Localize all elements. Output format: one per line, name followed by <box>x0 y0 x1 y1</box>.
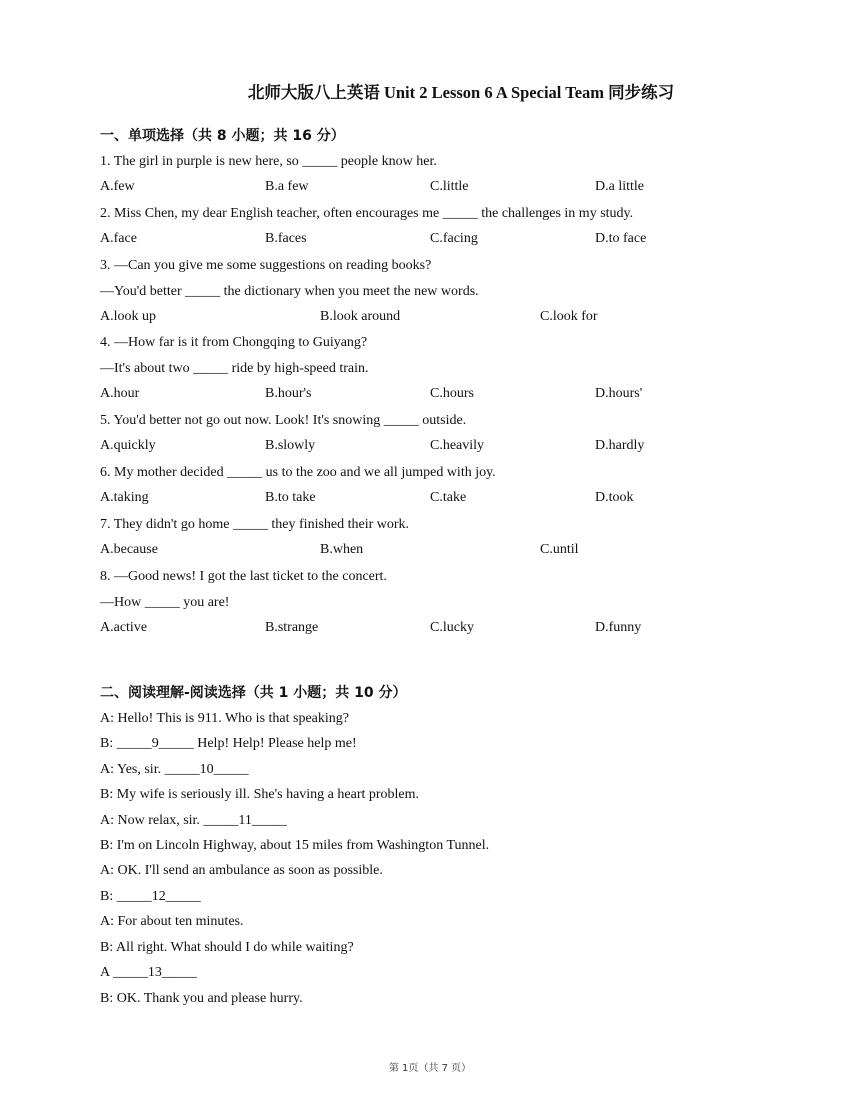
option-c: C.heavily <box>430 438 485 453</box>
option-b: B.a few <box>265 179 309 194</box>
question-8-line-1: 8. —Good news! I got the last ticket to the concert. <box>100 569 387 584</box>
option-c: C.hours <box>430 386 474 401</box>
document-title: 北师大版八上英语 Unit 2 Lesson 6 A Special Team 同步练习 <box>247 83 675 102</box>
option-a: A.look up <box>100 309 156 324</box>
question-5-options <box>100 438 760 456</box>
dialogue-line: B: All right. What should I do while waiting? <box>100 940 354 955</box>
option-b: B.faces <box>265 231 307 246</box>
option-c: C.little <box>430 179 469 194</box>
question-6: 6. My mother decided _____ us to the zoo and we all jumped with joy. <box>100 465 496 480</box>
question-4-line-2: —It's about two _____ ride by high-speed train. <box>100 361 369 376</box>
dialogue-line: A: OK. I'll send an ambulance as soon as possible. <box>100 863 383 878</box>
option-a: A.face <box>100 231 137 246</box>
option-d: D.a little <box>595 179 644 194</box>
question-1-options <box>100 179 760 197</box>
question-7-options <box>100 542 760 560</box>
dialogue-line: B: My wife is seriously ill. She's having a heart problem. <box>100 787 420 802</box>
dialogue-line: B: _____12_____ <box>100 889 201 904</box>
dialogue-line: A: Hello! This is 911. Who is that speaking? <box>100 711 349 726</box>
option-d: D.funny <box>595 620 642 635</box>
option-a: A.active <box>100 620 148 635</box>
question-2-options <box>100 231 760 249</box>
option-c: C.take <box>430 490 467 505</box>
option-d: D.hours' <box>595 386 643 401</box>
option-b: B.hour's <box>265 386 312 401</box>
question-8-line-2: —How _____ you are! <box>100 595 230 610</box>
section-heading-single-choice: 一、单项选择（共 8 小题；共 16 分） <box>100 128 345 144</box>
option-c: C.lucky <box>430 620 474 635</box>
question-3-line-1: 3. —Can you give me some suggestions on reading books? <box>100 258 432 273</box>
option-a: A.taking <box>100 490 149 505</box>
dialogue-line: B: OK. Thank you and please hurry. <box>100 991 303 1006</box>
question-4-line-1: 4. —How far is it from Chongqing to Guiyang? <box>100 335 368 350</box>
dialogue-line: A: Yes, sir. _____10_____ <box>100 762 249 777</box>
option-a: A.because <box>100 542 158 557</box>
option-d: D.to face <box>595 231 647 246</box>
option-b: B.slowly <box>265 438 316 453</box>
dialogue-line: B: I'm on Lincoln Highway, about 15 miles from Washington Tunnel. <box>100 838 490 853</box>
option-a: A.quickly <box>100 438 156 453</box>
dialogue-line: A: For about ten minutes. <box>100 914 244 929</box>
question-1: 1. The girl in purple is new here, so _____ people know her. <box>100 154 437 169</box>
option-c: C.look for <box>540 309 598 324</box>
question-3-line-2: —You'd better _____ the dictionary when you meet the new words. <box>100 284 479 299</box>
question-7: 7. They didn't go home _____ they finished their work. <box>100 517 410 532</box>
section-heading-reading: 二、阅读理解-阅读选择（共 1 小题；共 10 分） <box>100 685 407 701</box>
dialogue-line: B: _____9_____ Help! Help! Please help me! <box>100 736 357 751</box>
option-b: B.look around <box>320 309 401 324</box>
question-8-options <box>100 620 760 638</box>
question-2: 2. Miss Chen, my dear English teacher, often encourages me _____ the challenges in my study. <box>100 206 634 221</box>
option-c: C.facing <box>430 231 478 246</box>
question-6-options <box>100 490 760 508</box>
question-3-options <box>100 309 760 327</box>
option-b: B.strange <box>265 620 319 635</box>
option-d: D.took <box>595 490 634 505</box>
page-footer: 第 1页（共 7 页） <box>388 1063 472 1074</box>
dialogue-line: A: Now relax, sir. _____11_____ <box>100 813 287 828</box>
option-c: C.until <box>540 542 579 557</box>
option-b: B.when <box>320 542 364 557</box>
option-b: B.to take <box>265 490 316 505</box>
option-a: A.few <box>100 179 135 194</box>
question-4-options <box>100 386 760 404</box>
dialogue-line: A _____13_____ <box>100 965 197 980</box>
option-d: D.hardly <box>595 438 645 453</box>
option-a: A.hour <box>100 386 140 401</box>
question-5: 5. You'd better not go out now. Look! It's snowing _____ outside. <box>100 413 467 428</box>
